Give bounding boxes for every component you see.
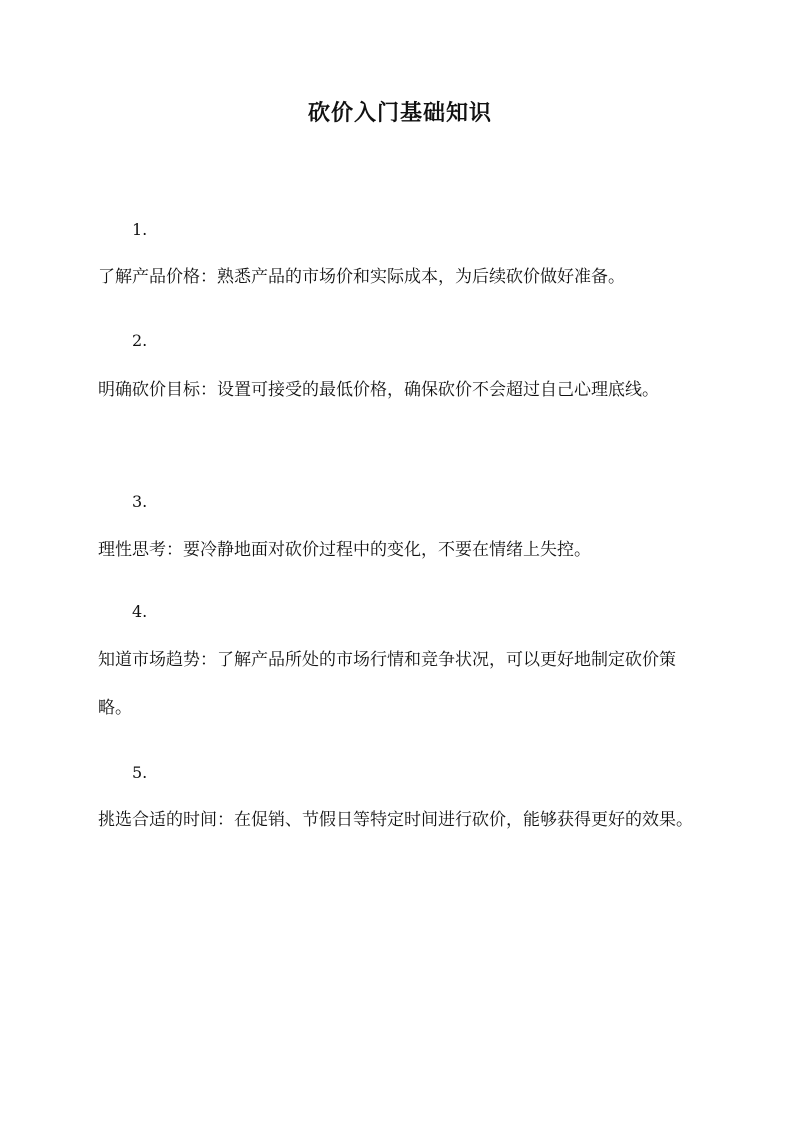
item-3-text: 理性思考：要冷静地面对砍价过程中的变化，不要在情绪上失控。 [98, 540, 591, 560]
item-5-number: 5. [132, 763, 148, 782]
page-title: 砍价入门基础知识 [307, 100, 492, 126]
item-4-text: 知道市场趋势：了解产品所处的市场行情和竞争状况，可以更好地制定砍价策略。 [98, 650, 676, 718]
item-1-text: 了解产品价格：熟悉产品的市场价和实际成本，为后续砍价做好准备。 [98, 267, 625, 287]
item-3-number: 3. [132, 492, 148, 511]
item-1-number: 1. [132, 220, 148, 239]
item-4-number: 4. [132, 602, 148, 621]
item-5-text: 挑选合适的时间：在促销、节假日等特定时间进行砍价，能够获得更好的效果。 [98, 810, 693, 830]
item-2-text: 明确砍价目标：设置可接受的最低价格，确保砍价不会超过自己心理底线。 [98, 380, 659, 400]
item-2-number: 2. [132, 331, 148, 350]
